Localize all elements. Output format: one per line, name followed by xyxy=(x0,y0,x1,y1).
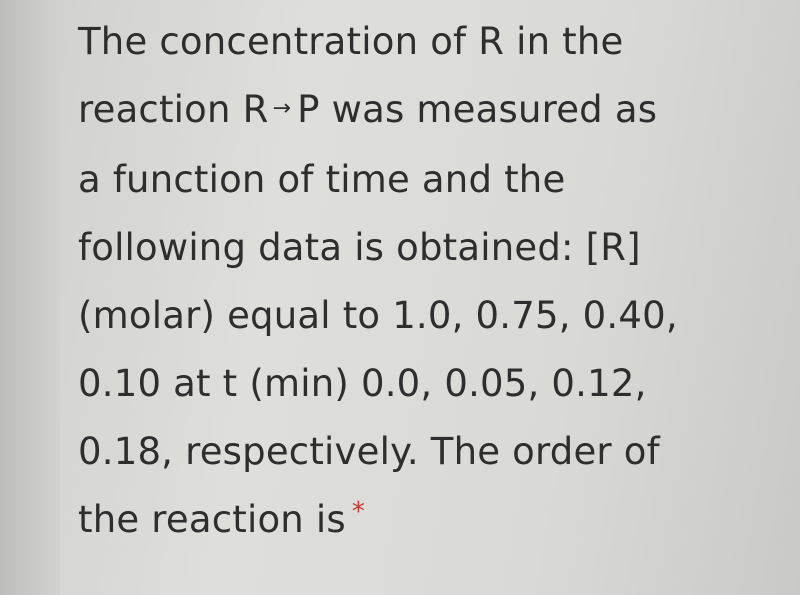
question-line-8 xyxy=(78,486,778,558)
question-line-7: 0.18, respectively. The order of xyxy=(78,429,660,473)
card-left-edge xyxy=(0,0,60,595)
question-line-2-start: reaction R xyxy=(78,88,269,131)
question-line-4: following data is obtained: [R] xyxy=(78,225,641,269)
required-asterisk: * xyxy=(351,496,366,527)
question-line-3: a function of time and the xyxy=(78,157,566,201)
reaction-arrow-icon: → xyxy=(272,95,292,121)
question-line-1: The concentration of R in the xyxy=(78,20,624,63)
question-text xyxy=(78,8,778,558)
question-line-2-end: P was measured as xyxy=(297,88,658,131)
question-line-8-text: the reaction is xyxy=(78,497,346,541)
question-line-5: (molar) equal to 1.0, 0.75, 0.40, xyxy=(78,293,678,337)
question-line-6: 0.10 at t (min) 0.0, 0.05, 0.12, xyxy=(78,361,647,405)
question-line-2 xyxy=(78,76,778,146)
